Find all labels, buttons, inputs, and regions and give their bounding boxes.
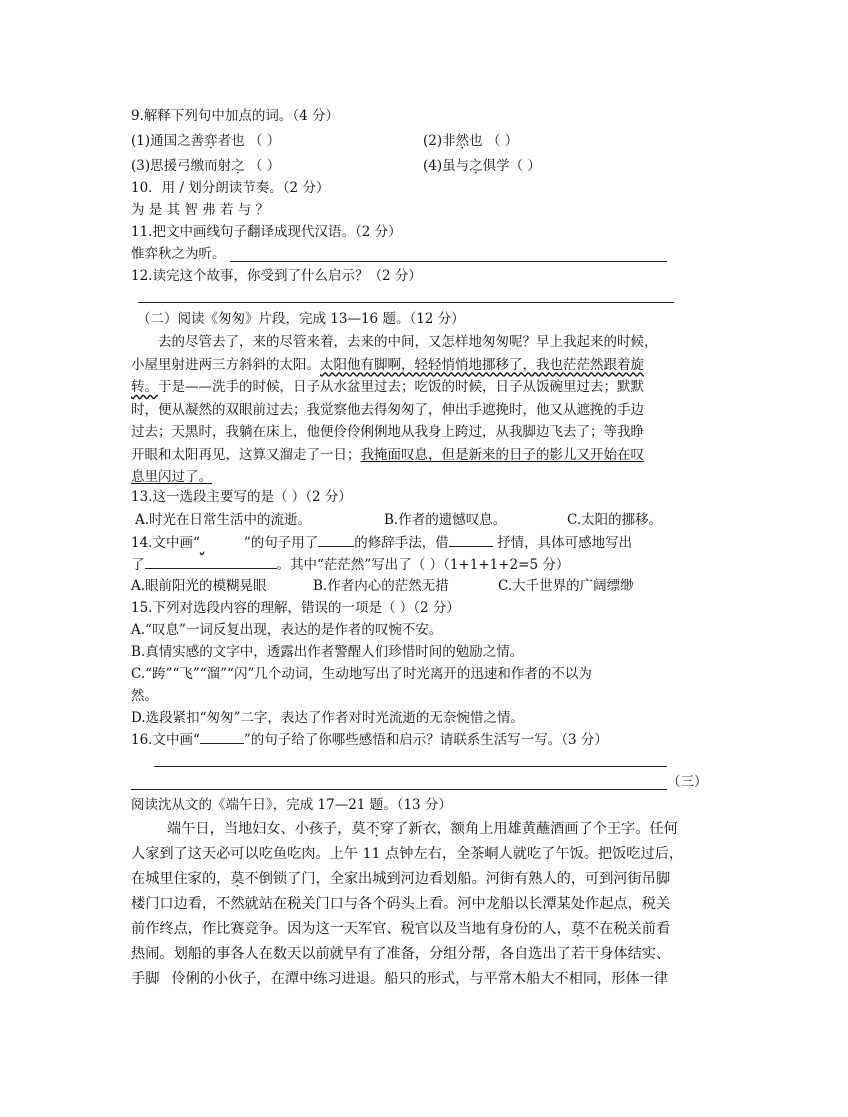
passage-3: 端午日，当地妇女、小孩子，莫不穿了新衣，额角上用雄黄蘸酒画了个王字。任何 人家到了这天必可以吃鱼吃肉。上午 11 点钟左右，全茶峒人就吃了午饭。把饭吃过后， 在城里住家的，莫不倒锁了门，全家出城到河边看划船。河街有熟人的，可到河街吊脚 楼门口边看，不然就站在税关门口与各个码头上看。河中龙船以长潭某处作起点，税关 前作终点，作比赛竞争。因为这一天军官、税官以及当地有身份的人，莫不在税关前看 热闹。划船的事各人在数天以前就早有了准备，分组分帮，各自选出了若干身体结实、 手脚 伶俐的小伙子，在潭中练习进退。船只的形式，与平常木船大不相同，形体一律	[131, 821, 684, 987]
q15-option-d: D.选段紧扣“匆匆”二字，表达了作者对时光流逝的无奈惋惜之情。	[131, 710, 524, 726]
dotted-char: 弈	[204, 133, 218, 149]
section-3-marker: （三）	[667, 774, 708, 790]
answer-line[interactable]	[131, 789, 667, 790]
passage-2: 去的尽管去了，来的尽管来着，去来的中间，又怎样地匆匆呢？早上我起来的时候， 小屋里射进两三方斜斜的太阳。太阳他有脚啊，轻轻悄悄地挪移了，我也茫茫然跟着旋 转。于是——洗手的时候，日子从水盆里过去；吃饭的时候，日子从饭碗里过去；默默 时，便从凝然的双眼前过去；我觉察他去得匆匆了，伸出手遮挽时，他又从遮挽的手边 过去；天黑时，我躺在床上，他便伶伶俐俐地从我身上跨过，从我脚边飞去了；等我睁 开眼和太阳再见，这算又溜走了一日；我掩面叹息，但是新来的日子的影儿又开始在叹 息里闪过了。	[131, 334, 658, 485]
q9-item-4: (4)虽与之俱学（ ）	[423, 158, 541, 174]
q15-option-a: A.“叹息”一词反复出现，表达的是作者的叹惋不安。	[131, 622, 443, 638]
q14-option-b: B.作者内心的茫然无措	[313, 578, 449, 594]
answer-line[interactable]	[230, 261, 667, 262]
dotted-char: 莫	[570, 921, 586, 937]
q9-item-3: (3)思援弓缴而射之 （ ）	[131, 158, 281, 174]
q9-item-1: (1)通国之善弈者也 （ ）	[131, 133, 281, 149]
wavy-underlined-sentence: 转。	[131, 379, 158, 395]
answer-line[interactable]	[138, 302, 674, 303]
dotted-char: 莫	[351, 821, 366, 837]
q14-line-1: 14.文中画“ ”的句子用了 的修辞手法，借 抒情，具体可感地写出	[131, 532, 632, 553]
q14-option-c: C.大千世界的广阔缥缈	[498, 578, 634, 594]
q14-option-a: A.眼前阳光的模糊晃眼	[131, 578, 267, 594]
q13-option-b: B.作者的遗憾叹息。	[384, 512, 507, 528]
q13-option-a: A.时光在日常生活中的流逝。	[135, 512, 312, 528]
underlined-sentence: 息里闪过了。	[131, 469, 212, 485]
section-2-title: （二）阅读《匆匆》片段，完成 13—16 题。（12 分）	[137, 311, 465, 327]
q15-option-b: B.真情实感的文字中，透露出作者警醒人们珍惜时间的勉励之情。	[131, 644, 524, 660]
dotted-char: 之	[231, 158, 245, 174]
q11-title: 11.把文中画线句子翻译成现代汉语。（2 分）	[131, 224, 402, 240]
q15-title: 15.下列对选段内容的理解，错误的一项是（ ）（2 分）	[131, 600, 460, 616]
q9-title: 9.解释下列句中加点的词。（4 分）	[131, 108, 340, 124]
section-3-title: 阅读沈从文的《端午日》，完成 17—21 题。（13 分）	[131, 797, 452, 813]
q13-title: 13.这一选段主要写的是（ ）（2 分）	[131, 489, 352, 505]
q15-option-c: C.“跨”“飞”“溜”“闪”几个动词，生动地写出了时光离开的迅速和作者的不以为	[131, 666, 592, 682]
wavy-mark	[200, 533, 244, 553]
q13-option-c: C.太阳的挪移。	[567, 512, 663, 528]
wavy-underlined-sentence: 太阳他有脚啊，轻轻悄悄地挪移了，我也茫茫然跟着旋	[320, 356, 644, 373]
q9-item-2: (2)非然也 （ ）	[423, 133, 519, 149]
q15-option-c-cont: 然。	[131, 688, 158, 704]
q10-sentence: 为 是 其 智 弗 若 与 ？	[131, 202, 270, 218]
q11-sentence: 惟弈秋之为听。	[131, 246, 226, 262]
answer-line[interactable]	[154, 766, 667, 767]
answer-blank[interactable]	[449, 532, 493, 547]
q10-title: 10．用 / 划分朗读节奏。（2 分）	[131, 180, 330, 196]
underlined-sentence: 我掩面叹息，但是新来的日子的影儿又开始在叹	[360, 446, 644, 463]
q14-line-2: 了 。其中“茫茫然”写出了（ ）（1+1+1+2=5 分）	[131, 554, 569, 575]
q16-title: 16.文中画“ ”的句子给了你哪些感悟和启示？请联系生活写一写。（3 分）	[131, 729, 608, 750]
q12-title: 12.读完这个故事，你受到了什么启示？（2 分）	[131, 268, 422, 284]
answer-blank[interactable]	[318, 532, 354, 547]
dotted-char: 然	[455, 133, 470, 149]
answer-blank[interactable]	[145, 554, 277, 569]
dotted-char: 之	[469, 158, 483, 174]
answer-blank	[200, 729, 244, 744]
dotted-char: 莫	[230, 871, 245, 887]
